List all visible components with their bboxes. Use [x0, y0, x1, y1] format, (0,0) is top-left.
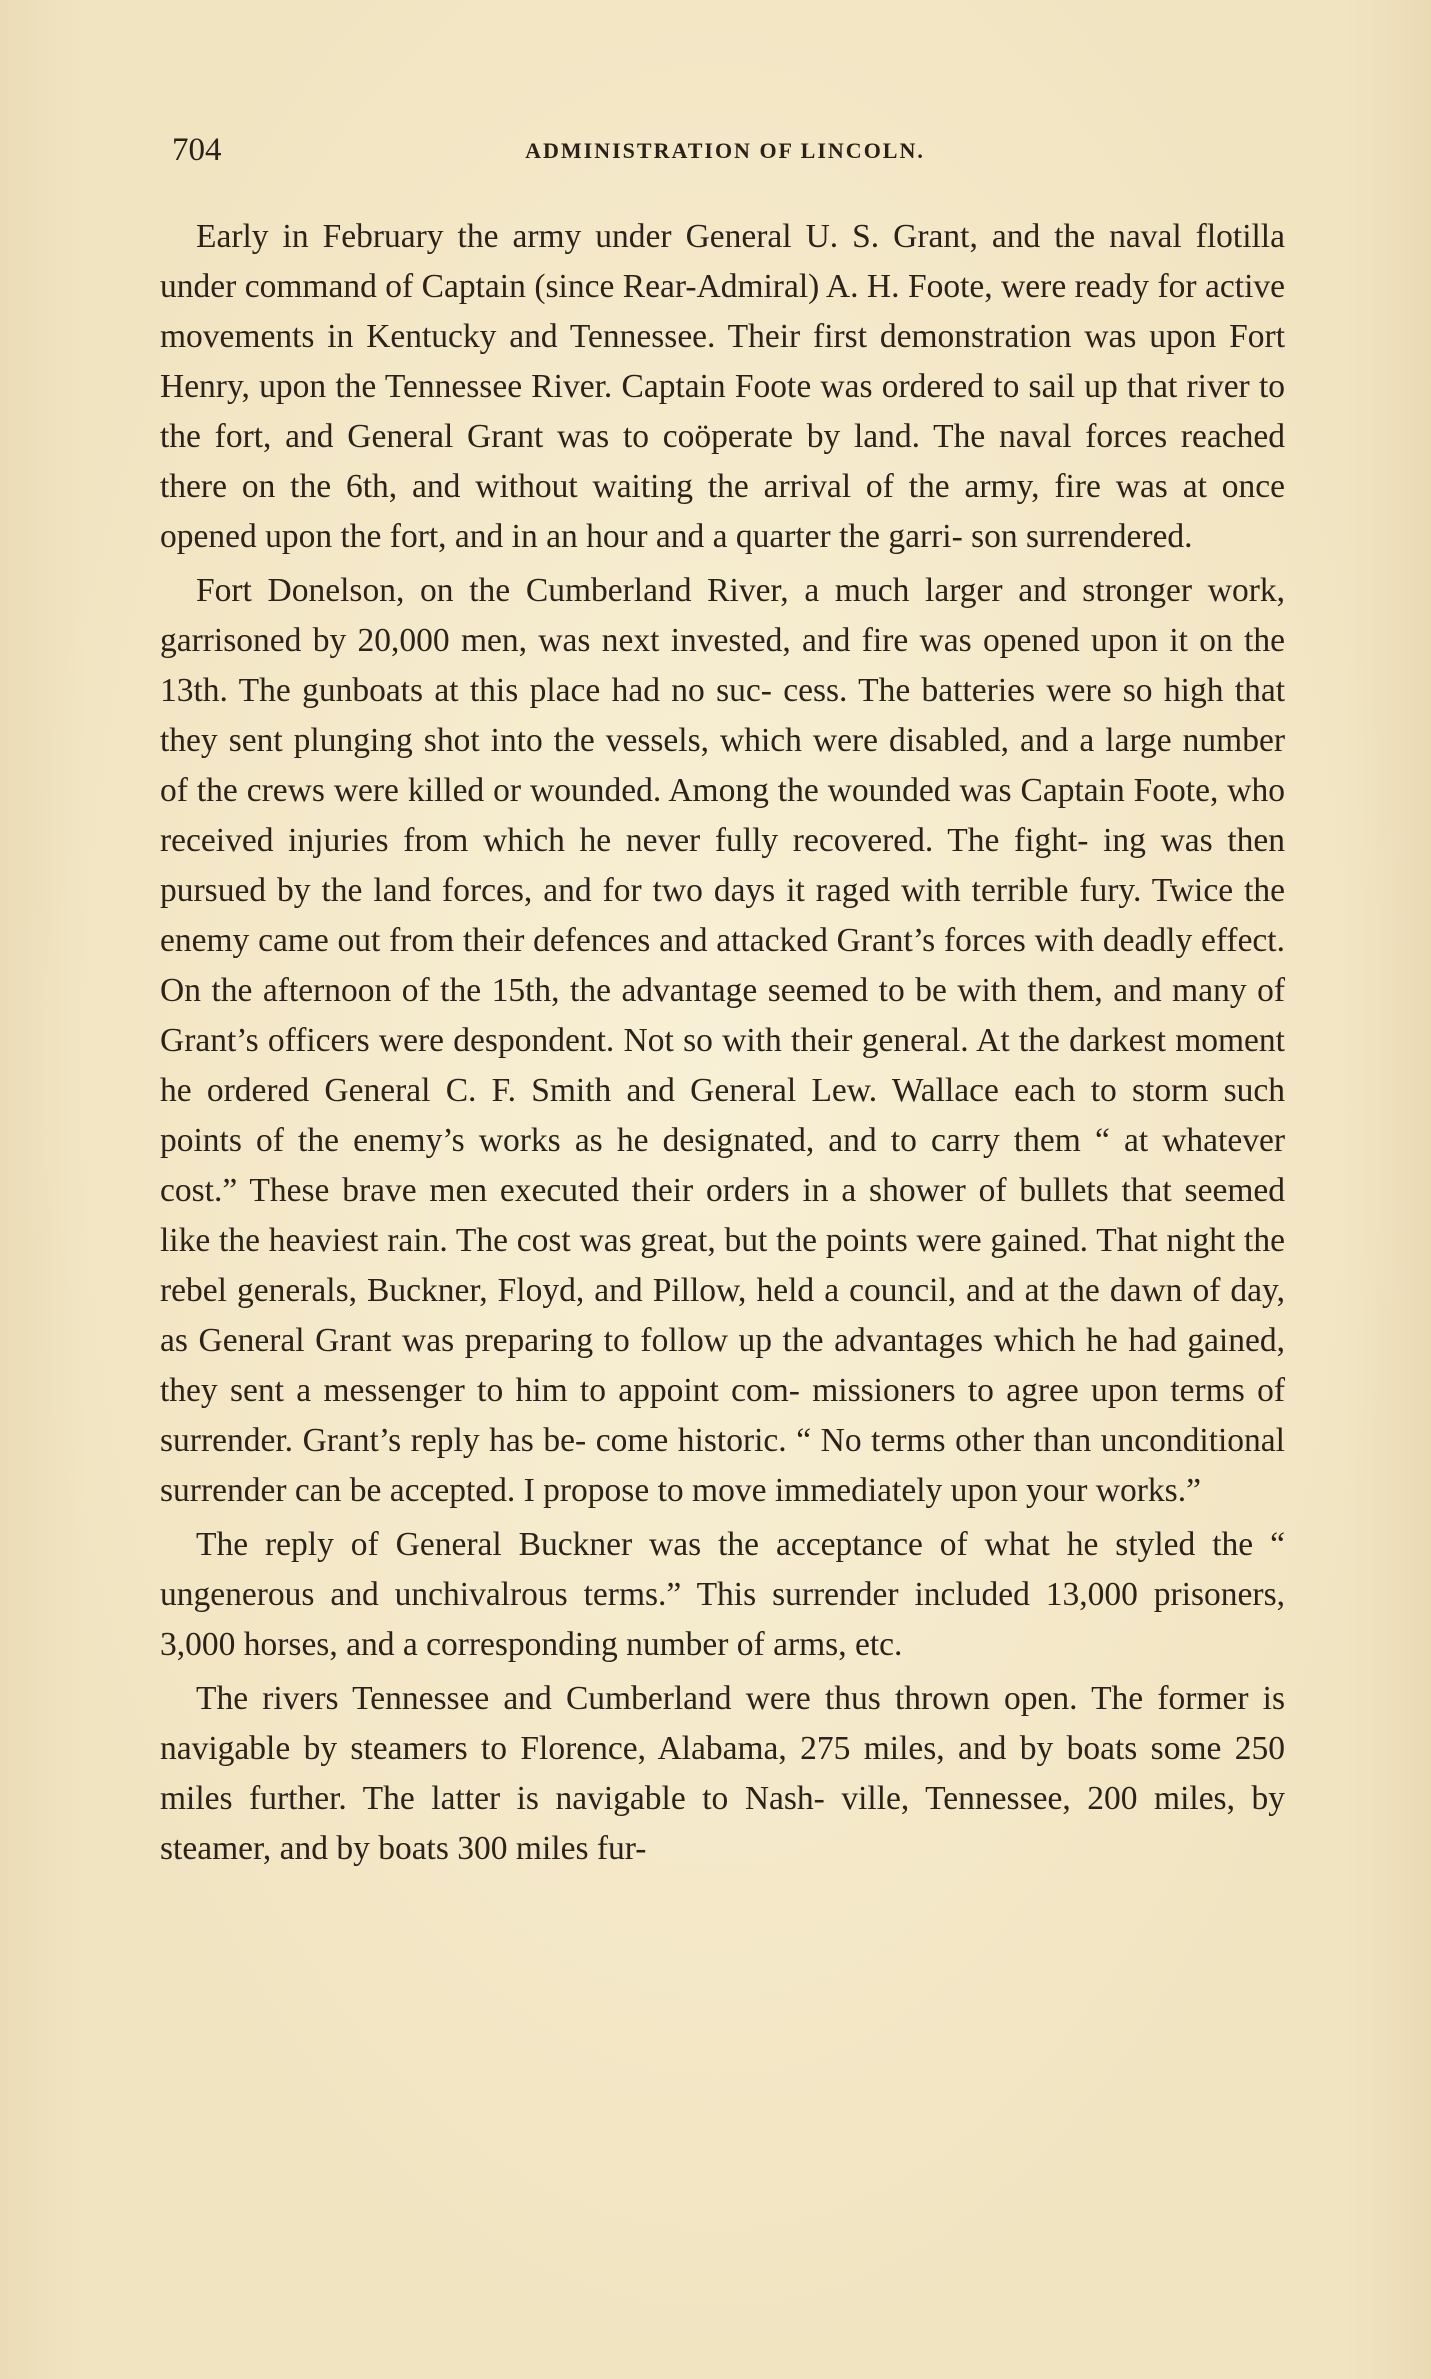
paragraph-rivers-opened: The rivers Tennessee and Cumberland were thus thrown open. The former is navigable by steamers to Florence, Alabama, 275 miles, and by boats some 250 miles further. The latter is navigable to Nash- ville, Tennessee, 200 miles, by steamer, and by boats 300 miles fur- — [160, 1680, 1285, 1867]
paragraph-fort-henry: Early in February the army under General U. S. Grant, and the naval flotilla under command of Captain (since Rear-Admiral) A. H. Foote, were ready for active movements in Kentucky and Tennessee. Their first demonstration was upon Fort Henry, upon the Tennessee River. Captain Foote was ordered to sail up that river to the fort, and General Grant was to coöperate by land. The naval forces reached there on the 6th, and without waiting the arrival of the army, fire was at once opened upon the fort, and in an hour and a quarter the garri- son surrendered. — [160, 218, 1285, 555]
running-title: ADMINISTRATION OF LINCOLN. — [525, 138, 925, 163]
paragraph-fort-donelson: Fort Donelson, on the Cumberland River, a much larger and stronger work, garrisoned by 20,000 men, was next invested, and fire was opened upon it on the 13th. The gunboats at this place had no suc- cess. The batteries were so high that they sent plunging shot into the vessels, which were disabled, and a large number of the crews were killed or wounded. Among the wounded was Captain Foote, who received injuries from which he never fully recovered. The fight- ing was then pursued by the land forces, and for two days it raged with terrible fury. Twice the enemy came out from their defences and attacked Grant’s forces with deadly effect. On the afternoon of the 15th, the advantage seemed to be with them, and many of Grant’s officers were despondent. Not so with their general. At the darkest moment he ordered General C. F. Smith and General Lew. Wallace each to storm such points of the enemy’s works as he designated, and to carry them “ at whatever cost.” These brave men executed their orders in a shower of bullets that seemed like the heaviest rain. The cost was great, but the points were gained. That night the rebel generals, Buckner, Floyd, and Pillow, held a council, and at the dawn of day, as General Grant was preparing to follow up the advantages which he had gained, they sent a messenger to him to appoint com- missioners to agree upon terms of surrender. Grant’s reply has be- come historic. “ No terms other than unconditional surrender can be accepted. I propose to move immediately upon your works.” — [160, 572, 1285, 1509]
page-number: 704 — [172, 132, 222, 168]
body-text — [160, 212, 1285, 1878]
paragraph-buckner-reply: The reply of General Buckner was the acceptance of what he styled the “ ungenerous and unchivalrous terms.” This surrender included 13,000 prisoners, 3,000 horses, and a corresponding number of arms, etc. — [160, 1526, 1285, 1663]
page-header — [160, 128, 1290, 178]
